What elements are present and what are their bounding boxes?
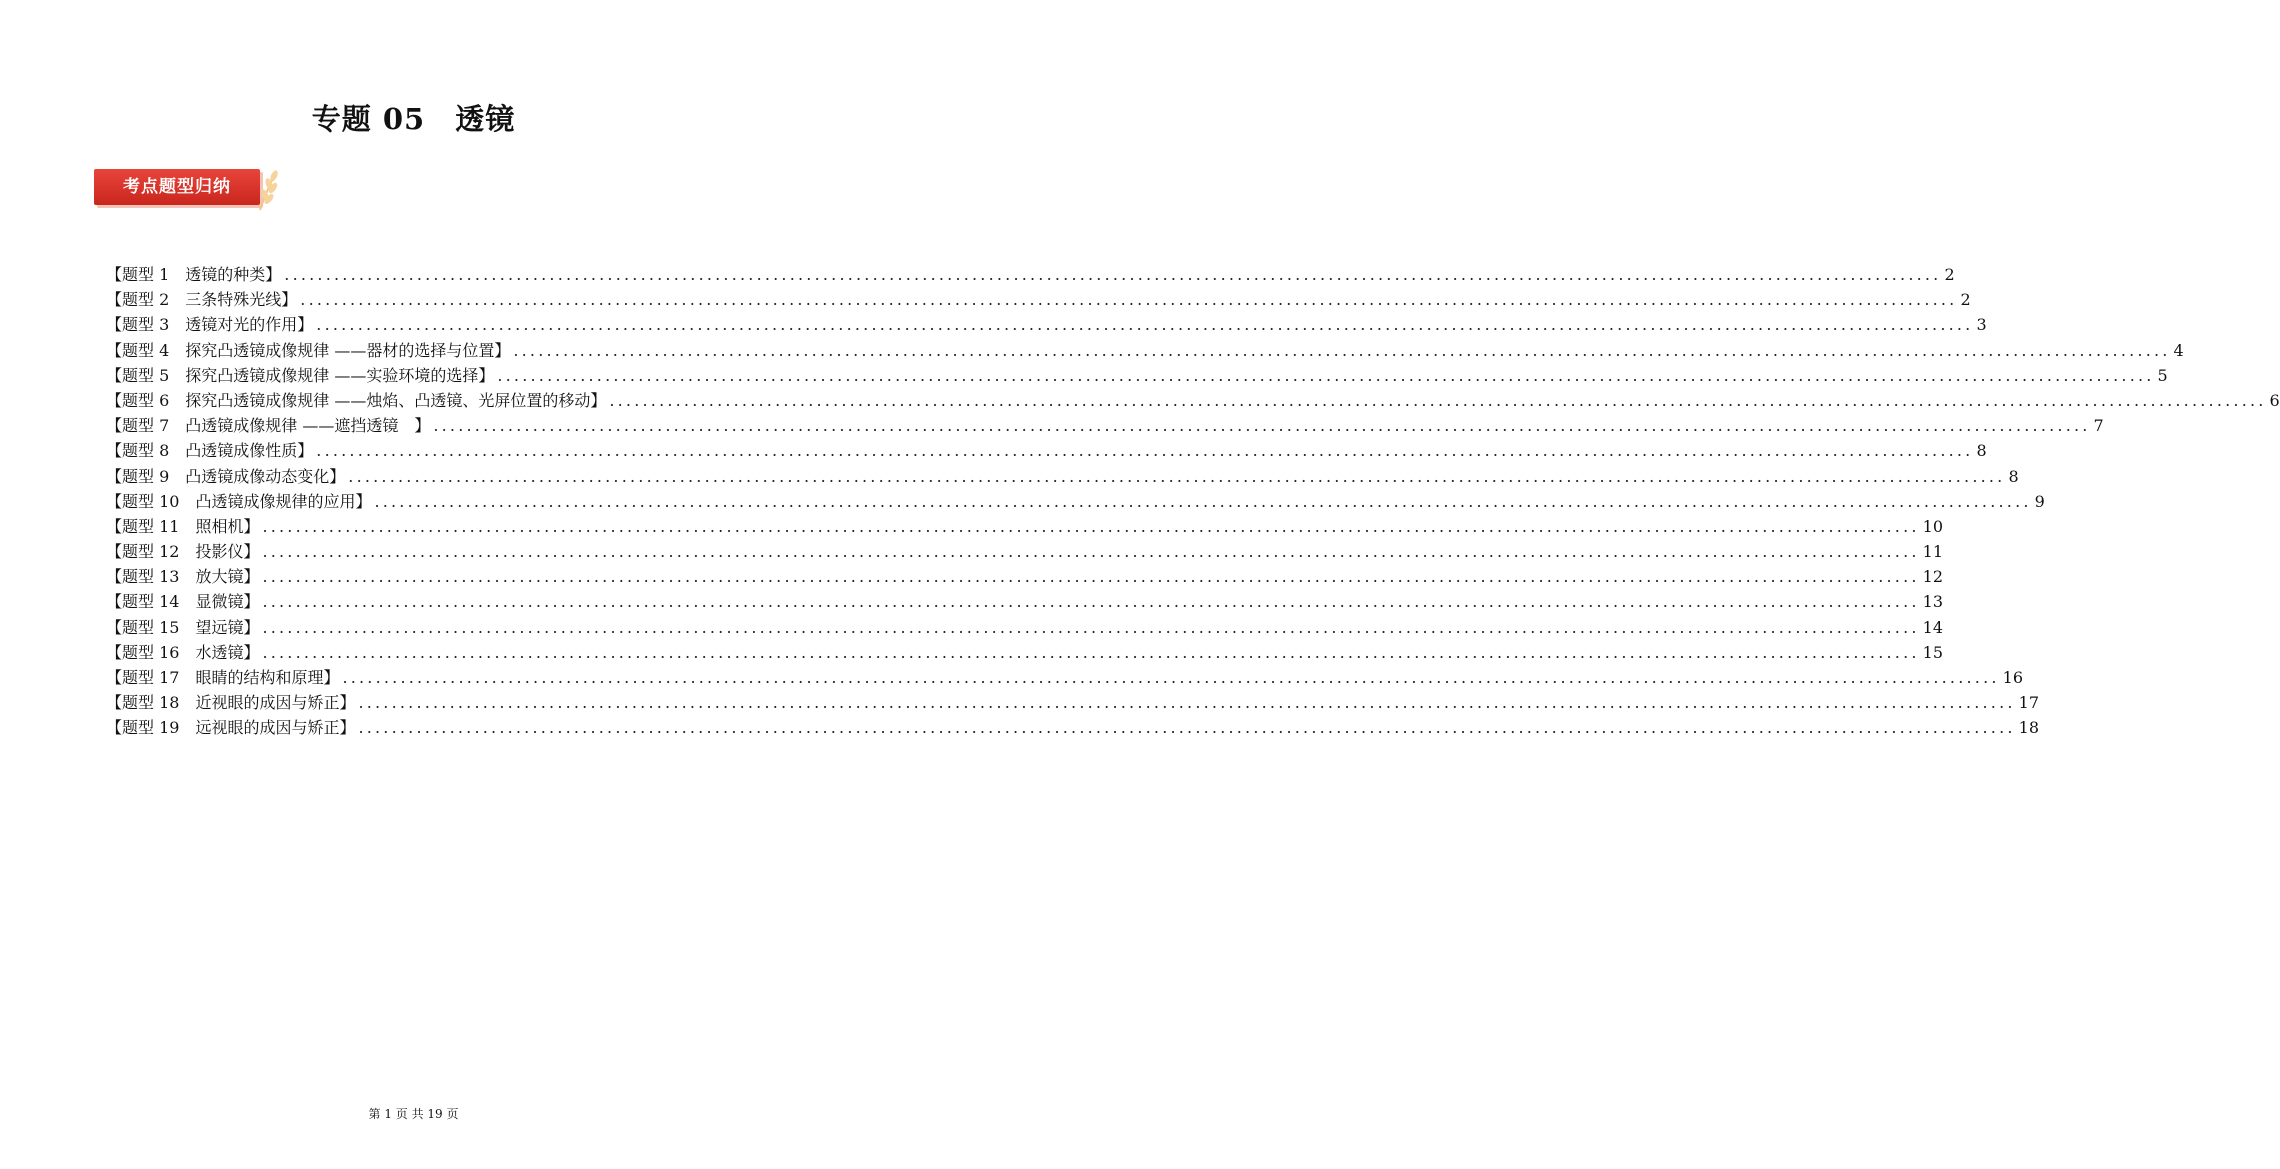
toc-leader-dots: ........................................................................................................................................................................................................	[300, 290, 1958, 310]
wheat-decoration-icon	[254, 164, 284, 212]
toc-leader-dots: ........................................................................................................................................................................................................	[358, 718, 2016, 738]
toc-leader-dots: ........................................................................................................................................................................................................	[513, 340, 2171, 360]
toc-entry[interactable]	[106, 564, 1943, 589]
toc-entry[interactable]	[106, 514, 1943, 539]
section-banner	[94, 164, 284, 212]
toc-entry[interactable]	[106, 312, 1987, 337]
toc-entry-label: 【题型 4 探究凸透镜成像规律 ——器材的选择与位置】	[106, 340, 511, 360]
toc-entry-label: 【题型 2 三条特殊光线】	[106, 290, 298, 310]
toc-entry-label: 【题型 8 凸透镜成像性质】	[106, 441, 314, 461]
toc-entry-page: 13	[1922, 592, 1943, 612]
toc-entry[interactable]	[106, 640, 1943, 665]
toc-entry-label: 【题型 15 望远镜】	[106, 617, 260, 637]
toc-entry-page: 7	[2093, 416, 2104, 436]
toc-entry[interactable]	[106, 464, 2019, 489]
toc-entry[interactable]	[106, 715, 2039, 740]
toc-leader-dots: ........................................................................................................................................................................................................	[262, 567, 1920, 587]
toc-entry-label: 【题型 17 眼睛的结构和原理】	[106, 668, 340, 687]
table-of-contents	[106, 262, 2280, 741]
toc-entry[interactable]	[106, 388, 2280, 413]
toc-entry-page: 10	[1922, 516, 1943, 536]
toc-leader-dots: ........................................................................................................................................................................................................	[609, 390, 2267, 410]
toc-entry-page: 8	[2008, 466, 2019, 486]
toc-entry-page: 16	[2002, 668, 2023, 687]
toc-leader-dots: ........................................................................................................................................................................................................	[262, 642, 1920, 662]
toc-leader-dots: ........................................................................................................................................................................................................	[316, 441, 1974, 461]
toc-entry-page: 6	[2269, 390, 2280, 410]
toc-entry[interactable]	[106, 589, 1943, 614]
toc-entry-label: 【题型 1 透镜的种类】	[106, 265, 282, 284]
toc-entry-page: 17	[2018, 693, 2039, 713]
toc-entry[interactable]	[106, 338, 2184, 363]
toc-entry-label: 【题型 18 近视眼的成因与矫正】	[106, 693, 356, 713]
toc-entry-label: 【题型 9 凸透镜成像动态变化】	[106, 466, 346, 486]
toc-entry-label: 【题型 6 探究凸透镜成像规律 ——烛焰、凸透镜、光屏位置的移动】	[106, 390, 607, 410]
toc-entry-page: 15	[1922, 642, 1943, 662]
toc-entry-page: 8	[1976, 441, 1987, 461]
toc-entry-label: 【题型 10 凸透镜成像规律的应用】	[106, 491, 372, 511]
toc-leader-dots: ........................................................................................................................................................................................................	[358, 693, 2016, 713]
toc-entry-label: 【题型 19 远视眼的成因与矫正】	[106, 718, 356, 738]
toc-entry[interactable]	[106, 413, 2104, 438]
toc-entry[interactable]	[106, 363, 2168, 388]
toc-entry-label: 【题型 5 探究凸透镜成像规律 ——实验环境的选择】	[106, 365, 495, 385]
toc-entry-page: 5	[2157, 365, 2168, 385]
toc-entry[interactable]	[106, 665, 2023, 690]
toc-entry-page: 3	[1976, 315, 1987, 335]
toc-entry-label: 【题型 13 放大镜】	[106, 567, 260, 587]
toc-leader-dots: ........................................................................................................................................................................................................	[342, 668, 2000, 687]
toc-entry-page: 14	[1922, 617, 1943, 637]
toc-entry[interactable]	[106, 489, 2045, 514]
toc-entry-label: 【题型 16 水透镜】	[106, 642, 260, 662]
toc-entry-page: 9	[2034, 491, 2045, 511]
page-title: 专题 05 透镜	[311, 102, 516, 136]
toc-leader-dots: ........................................................................................................................................................................................................	[284, 265, 1942, 284]
toc-entry[interactable]	[106, 287, 1971, 312]
toc-leader-dots: ........................................................................................................................................................................................................	[374, 491, 2032, 511]
toc-leader-dots: ........................................................................................................................................................................................................	[262, 516, 1920, 536]
toc-entry-label: 【题型 14 显微镜】	[106, 592, 260, 612]
toc-leader-dots: ........................................................................................................................................................................................................	[497, 365, 2155, 385]
toc-leader-dots: ........................................................................................................................................................................................................	[262, 592, 1920, 612]
toc-entry-label: 【题型 12 投影仪】	[106, 542, 260, 562]
toc-entry[interactable]	[106, 262, 1955, 287]
toc-entry-label: 【题型 3 透镜对光的作用】	[106, 315, 314, 335]
toc-entry-page: 2	[1944, 265, 1955, 284]
toc-leader-dots: ........................................................................................................................................................................................................	[348, 466, 2006, 486]
banner-label: 考点题型归纳	[123, 177, 231, 197]
toc-entry[interactable]	[106, 615, 1943, 640]
toc-leader-dots: ........................................................................................................................................................................................................	[433, 416, 2091, 436]
toc-leader-dots: ........................................................................................................................................................................................................	[316, 315, 1974, 335]
toc-leader-dots: ........................................................................................................................................................................................................	[262, 617, 1920, 637]
toc-entry-label: 【题型 7 凸透镜成像规律 ——遮挡透镜 】	[106, 416, 431, 436]
toc-leader-dots: ........................................................................................................................................................................................................	[262, 542, 1920, 562]
toc-entry[interactable]	[106, 539, 1943, 564]
toc-entry[interactable]	[106, 690, 2039, 715]
page-footer: 第 1 页 共 19 页	[368, 1107, 459, 1121]
toc-entry-page: 11	[1922, 542, 1943, 562]
toc-entry-page: 18	[2018, 718, 2039, 738]
toc-entry-page: 12	[1922, 567, 1943, 587]
toc-entry[interactable]	[106, 438, 1987, 463]
toc-entry-label: 【题型 11 照相机】	[106, 516, 260, 536]
toc-entry-page: 4	[2173, 340, 2184, 360]
toc-entry-page: 2	[1960, 290, 1971, 310]
